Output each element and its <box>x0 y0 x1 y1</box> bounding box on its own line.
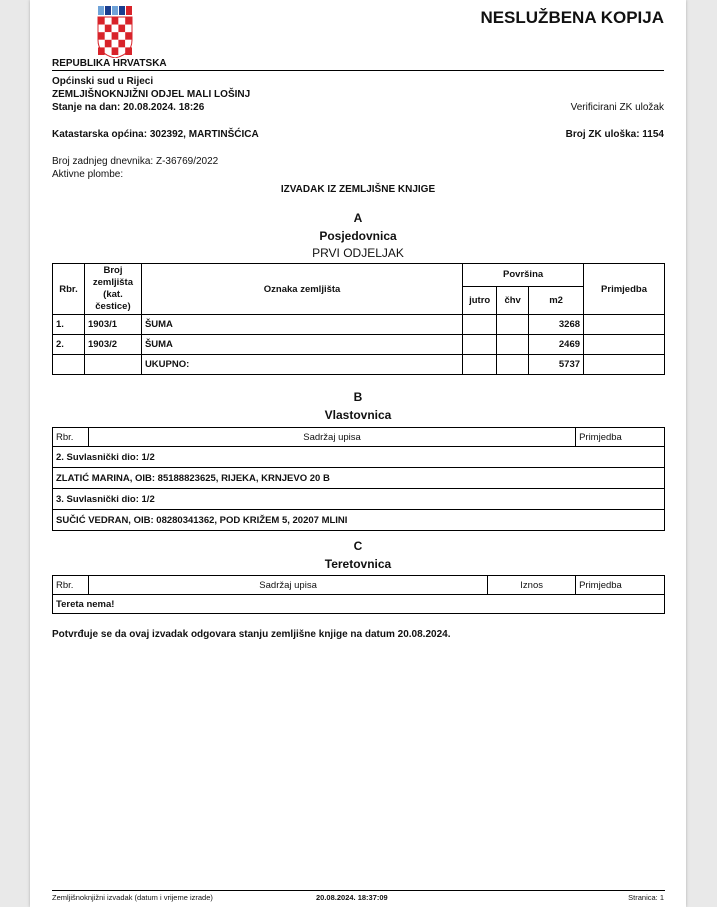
total-label: UKUPNO: <box>141 355 462 375</box>
footer-label: Zemljišnoknjižni izvadak (datum i vrijeme izrade) <box>52 893 213 902</box>
header-m2: m2 <box>529 286 584 314</box>
header-remark: Primjedba <box>584 264 665 315</box>
last-diary-number: Broj zadnjeg dnevnika: Z-36769/2022 <box>52 156 219 167</box>
list-item: ZLATIĆ MARINA, OIB: 85188823625, RIJEKA, KRNJEVO 20 B <box>53 468 665 489</box>
footer-divider <box>52 890 665 891</box>
header-land-designation: Oznaka zemljišta <box>141 264 462 315</box>
section-b-name: Vlastovnica <box>324 408 392 422</box>
header-remark: Primjedba <box>576 576 665 595</box>
header-rbr: Rbr. <box>53 264 85 315</box>
row-chv <box>497 335 529 355</box>
header-divider <box>52 70 664 71</box>
header-remark: Primjedba <box>576 428 665 447</box>
total-chv <box>497 355 529 375</box>
section-a-table <box>52 263 665 375</box>
row-designation: ŠUMA <box>141 335 462 355</box>
croatian-coat-of-arms-icon <box>96 6 134 58</box>
confirmation-text: Potvrđuje se da ovaj izvadak odgovara stanju zemljišne knjige na datum 20.08.2024. <box>52 629 451 640</box>
row-parcel: 1903/1 <box>84 315 141 335</box>
state-date: Stanje na dan: 20.08.2024. 18:26 <box>52 102 205 113</box>
header-chv: čhv <box>497 286 529 314</box>
document-watermark-title: NESLUŽBENA KOPIJA <box>480 8 664 27</box>
document-title: IZVADAK IZ ZEMLJIŠNE KNJIGE <box>280 184 436 195</box>
total-rbr <box>53 355 85 375</box>
verified-label: Verificirani ZK uložak <box>570 102 664 113</box>
republic-label: REPUBLIKA HRVATSKA <box>52 58 167 69</box>
row-parcel: 1903/2 <box>84 335 141 355</box>
total-parcel <box>84 355 141 375</box>
section-c-name: Teretovnica <box>324 557 392 571</box>
row-m2: 2469 <box>529 335 584 355</box>
header-parcel-number: Broj zemljišta (kat. čestice) <box>84 264 141 315</box>
total-m2: 5737 <box>529 355 584 375</box>
table-row <box>53 315 665 335</box>
header-jutro: jutro <box>463 286 497 314</box>
row-remark <box>584 315 665 335</box>
row-jutro <box>463 335 497 355</box>
footer-page-number: Stranica: 1 <box>628 893 664 902</box>
section-a-subtitle: PRVI ODJELJAK <box>312 246 404 260</box>
row-jutro <box>463 315 497 335</box>
section-a-name: Posjedovnica <box>319 229 397 243</box>
list-item: 2. Suvlasnički dio: 1/2 <box>53 447 665 468</box>
list-item: SUČIĆ VEDRAN, OIB: 08280341362, POD KRIŽEM 5, 20207 MLINI <box>53 510 665 531</box>
row-rbr: 2. <box>53 335 85 355</box>
header-amount: Iznos <box>488 576 576 595</box>
header-rbr: Rbr. <box>53 576 89 595</box>
row-remark <box>584 335 665 355</box>
header-content: Sadržaj upisa <box>88 576 487 595</box>
zk-number: Broj ZK uloška: 1154 <box>565 129 664 140</box>
row-chv <box>497 315 529 335</box>
active-seals-label: Aktivne plombe: <box>52 169 124 180</box>
row-m2: 3268 <box>529 315 584 335</box>
section-b-table <box>52 427 665 531</box>
section-c-letter: C <box>353 539 363 553</box>
court-name: Općinski sud u Rijeci <box>52 76 154 87</box>
total-remark <box>584 355 665 375</box>
total-jutro <box>463 355 497 375</box>
list-item: 3. Suvlasnički dio: 1/2 <box>53 489 665 510</box>
cadastral-municipality: Katastarska općina: 302392, MARTINŠĆICA <box>52 129 259 140</box>
total-row <box>53 355 665 375</box>
row-rbr: 1. <box>53 315 85 335</box>
section-a-letter: A <box>353 211 363 225</box>
header-rbr: Rbr. <box>53 428 89 447</box>
header-content: Sadržaj upisa <box>88 428 575 447</box>
header-area: Površina <box>463 264 584 287</box>
section-b-letter: B <box>353 390 363 404</box>
row-designation: ŠUMA <box>141 315 462 335</box>
document-page <box>30 0 686 907</box>
footer-datetime: 20.08.2024. 18:37:09 <box>316 893 388 902</box>
list-item: Tereta nema! <box>53 595 665 614</box>
section-c-table <box>52 575 665 614</box>
table-row <box>53 335 665 355</box>
department-name: ZEMLJIŠNOKNJIŽNI ODJEL MALI LOŠINJ <box>52 89 251 100</box>
